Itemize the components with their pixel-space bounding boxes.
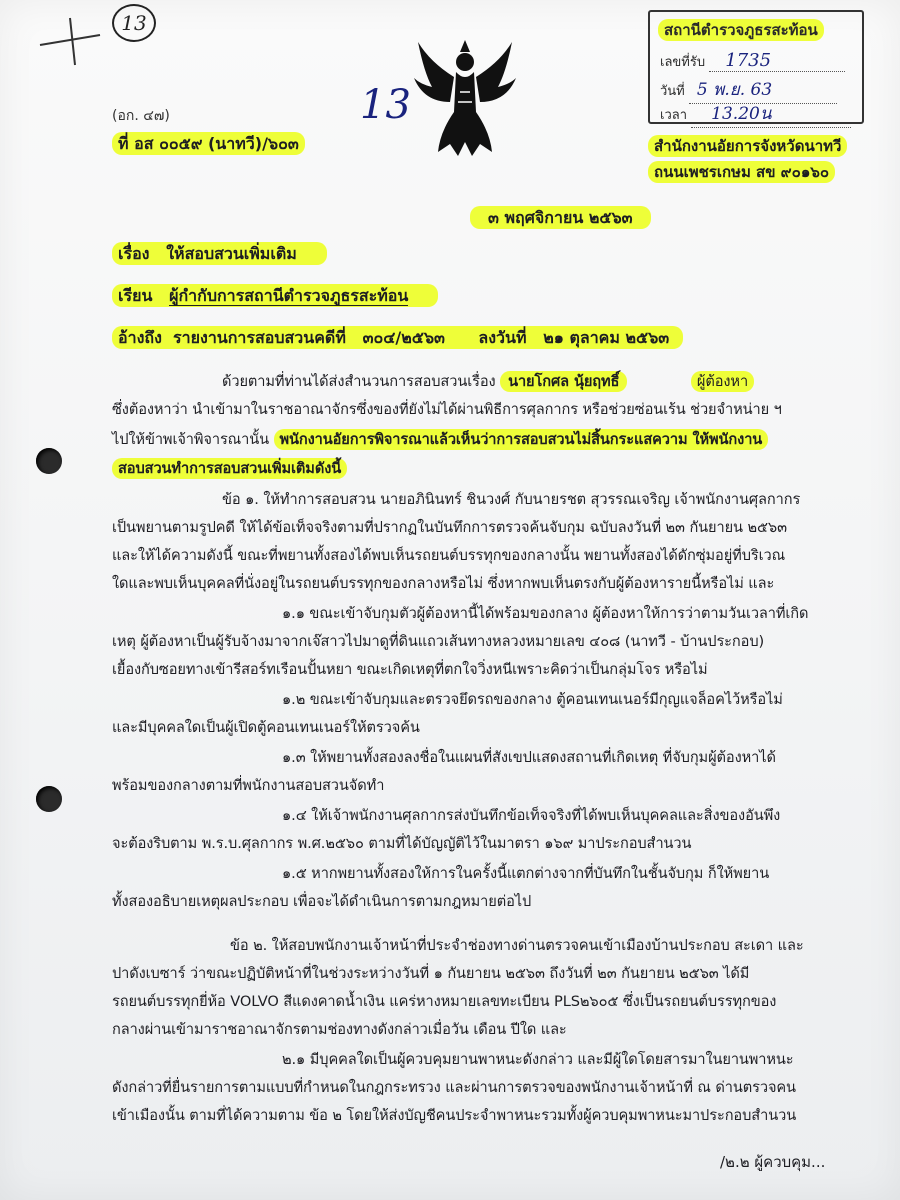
body-line: ปาดังเบซาร์ ว่าขณะปฏิบัติหน้าที่ในช่วงระหว่างวันที่ ๑ กันยายน ๒๕๖๓ ถึงวันที่ ๒๓ กันยายน ๒๕๖๓ ได้มี bbox=[112, 965, 750, 982]
garuda-emblem-icon bbox=[410, 32, 520, 162]
body-line: ๑.๒ ขณะเข้าจับกุมและตรวจยึดรถของกลาง ตู้คอนเทนเนอร์มีกุญแจล็อคไว้หรือไม่ bbox=[282, 691, 783, 708]
body-line: จะต้องริบตาม พ.ร.บ.ศุลกากร พ.ศ.๒๕๖๐ ตามที่ได้บัญญัติไว้ในมาตรา ๑๖๙ มาประกอบสำนวน bbox=[112, 835, 692, 852]
suspect-name: นายโกศล นุ้ยฤทธิ์ bbox=[500, 371, 627, 392]
body-line: ๑.๕ หากพยานทั้งสองให้การในครั้งนี้แตกต่างจากที่บันทึกในชั้นจับกุม ก็ให้พยาน bbox=[282, 865, 770, 882]
body-line: ข้อ ๒. ให้สอบพนักงานเจ้าหน้าที่ประจำช่องทางด่านตรวจคนเข้าเมืองบ้านประกอบ สะเดา และ bbox=[230, 937, 804, 954]
circled-page-number: 13 bbox=[112, 4, 156, 42]
continued-marker: /๒.๒ ผู้ควบคุม... bbox=[720, 1153, 826, 1171]
reference-date-value: ๒๑ ตุลาคม ๒๕๖๓ bbox=[543, 328, 670, 347]
prosecutor-instruction: พนักงานอัยการพิจารณาแล้วเห็นว่าการสอบสวนไม่สิ้นกระแสความ ให้พนักงาน bbox=[274, 429, 769, 450]
body-line: รถยนต์บรรทุกยี่ห้อ VOLVO สีแดงคาดน้ำเงิน แคร่หางหมายเลขทะเบียน PLS๒๖๐๕ ซึ่งเป็นรถยนต์บรรทุกของ bbox=[112, 993, 777, 1010]
body-line: เข้าเมืองนั้น ตามที่ได้ความตาม ข้อ ๒ โดยให้ส่งบัญชีคนประจำพาหนะรวมทั้งผู้ควบคุมพาหนะมาประกอบสำนวน bbox=[112, 1107, 797, 1124]
body-line bbox=[112, 428, 832, 451]
body-line: และมีบุคคลใดเป็นผู้เปิดตู้คอนเทนเนอร์ให้ตรวจค้น bbox=[112, 719, 420, 736]
body-line: ๑.๓ ให้พยานทั้งสองลงชื่อในแผนที่สังเขปแสดงสถานที่เกิดเหตุ ที่จับกุมผู้ต้องหาได้ bbox=[282, 749, 776, 766]
punch-hole bbox=[36, 786, 62, 812]
recipient-label: เรียน bbox=[118, 286, 153, 305]
body-line: ๒.๑ มีบุคคลใดเป็นผู้ควบคุมยานพาหนะดังกล่าว และมีผู้ใดโดยสารมาในยานพาหนะ bbox=[282, 1051, 794, 1068]
body-line: เหตุ ผู้ต้องหาเป็นผู้รับจ้างมาจากเจ๊สาวไปมาดูที่ดินแถวเส้นทางหลวงหมายเลข ๔๐๘ (นาทวี - บ้านประกอบ) bbox=[112, 633, 765, 650]
body-line bbox=[112, 370, 842, 393]
body-line: เป็นพยานตามรูปคดี ให้ได้ข้อเท็จจริงตามที่ปรากฏในบันทึกการตรวจค้นจับกุม ฉบับลงวันที่ ๒๓ กันยายน ๒๕๖๓ bbox=[112, 519, 787, 536]
handwritten-mark-icon bbox=[30, 10, 110, 70]
stamp-time-label: เวลา bbox=[660, 108, 688, 123]
intro-text-1b: ผู้ต้องหา bbox=[691, 371, 754, 392]
body-line: ๑.๔ ให้เจ้าพนักงานศุลกากรส่งบันทึกข้อเท็จจริงที่ได้พบเห็นบุคคลและสิ่งของอันพึง bbox=[282, 807, 781, 824]
body-line: ๑.๑ ขณะเข้าจับกุมตัวผู้ต้องหานี้ได้พร้อมของกลาง ผู้ต้องหาให้การว่าตามวันเวลาที่เกิด bbox=[282, 605, 809, 622]
office-name: สำนักงานอัยการจังหวัดนาทวี bbox=[648, 135, 847, 157]
body-line: ทั้งสองอธิบายเหตุผลประกอบ เพื่อจะได้ดำเนินการตามกฎหมายต่อไป bbox=[112, 893, 532, 910]
stamp-date-value: 5 พ.ย. 63 bbox=[689, 76, 837, 104]
recipient-text: ผู้กำกับการสถานีตำรวจภูธรสะท้อน bbox=[169, 286, 409, 305]
stamp-date-label: วันที่ bbox=[660, 84, 685, 99]
body-line bbox=[112, 457, 832, 480]
stamp-receive-value: 1735 bbox=[709, 50, 845, 72]
subject-label: เรื่อง bbox=[118, 244, 150, 263]
document-reference: ที่ อส ๐๐๕๙ (นาทวี)/๖๐๓ bbox=[112, 132, 305, 155]
reference-text: รายงานการสอบสวนคดีที่ bbox=[173, 328, 346, 347]
office-address: ถนนเพชรเกษม สข ๙๐๑๖๐ bbox=[648, 161, 835, 183]
body-line: ดังกล่าวที่ยื่นรายการตามแบบที่กำหนดในกฎกระทรวง และผ่านการตรวจของพนักงานเจ้าหน้าที่ ณ ด่านตรวจคน bbox=[112, 1079, 796, 1096]
subject-text: ให้สอบสวนเพิ่มเติม bbox=[166, 244, 297, 263]
reference-label: อ้างถึง bbox=[118, 328, 162, 347]
body-line: ซึ่งต้องหาว่า นำเข้ามาในราชอาณาจักรซึ่งของที่ยังไม่ได้ผ่านพิธีการศุลกากร หรือช่วยซ่อนเร้น ช่วยจำหน่าย ฯ bbox=[112, 401, 782, 418]
stamp-title: สถานีตำรวจภูธรสะท้อน bbox=[658, 19, 824, 41]
handwritten-number: 13 bbox=[360, 82, 411, 128]
body-line: พร้อมของกลางตามที่พนักงานสอบสวนจัดทำ bbox=[112, 777, 385, 794]
letter-date: ๓ พฤศจิกายน ๒๕๖๓ bbox=[470, 206, 651, 229]
stamp-time-value: 13.20น bbox=[691, 100, 851, 128]
body-line: ข้อ ๑. ให้ทำการสอบสวน นายอภินินทร์ ชินวงศ์ กับนายรชต สุวรรณเจริญ เจ้าพนักงานศุลกากร bbox=[222, 491, 801, 508]
intro-text-1a: ด้วยตามที่ท่านได้ส่งสำนวนการสอบสวนเรื่อง bbox=[222, 373, 496, 390]
stamp-receive-label: เลขที่รับ bbox=[660, 55, 706, 70]
punch-hole bbox=[36, 448, 62, 474]
form-code: (อก. ๔๗) bbox=[112, 108, 170, 124]
reference-case-number: ๓๐๔/๒๕๖๓ bbox=[362, 328, 445, 347]
reference-date-label: ลงวันที่ bbox=[478, 328, 527, 347]
body-line: กลางผ่านเข้ามาราชอาณาจักรตามช่องทางดังกล่าวเมื่อวัน เดือน ปีใด และ bbox=[112, 1021, 567, 1038]
body-line: เยื้องกับซอยทางเข้ารีสอร์ทเรือนปั้นหยา ขณะเกิดเหตุที่ตกใจวิ่งหนีเพราะคิดว่าเป็นกลุ่มโจร หรือไม่ bbox=[112, 661, 708, 678]
body-line: ใดและพบเห็นบุคคลที่นั่งอยู่ในรถยนต์บรรทุกของกลางหรือไม่ ซึ่งหากพบเห็นตรงกับผู้ต้องหารายนี้หรือไม่ และ bbox=[112, 575, 775, 592]
body-line: และให้ได้ความดังนี้ ขณะที่พยานทั้งสองได้พบเห็นรถยนต์บรรทุกของกลางนั้น พยานทั้งสองได้ดักซุ่มอยู่ที่บริเวณ bbox=[112, 547, 786, 564]
intro-text-3a: ไปให้ข้าพเจ้าพิจารณานั้น bbox=[112, 431, 269, 448]
receiving-stamp bbox=[648, 10, 864, 124]
instruction-continued: สอบสวนทำการสอบสวนเพิ่มเติมดังนี้ bbox=[112, 458, 347, 479]
